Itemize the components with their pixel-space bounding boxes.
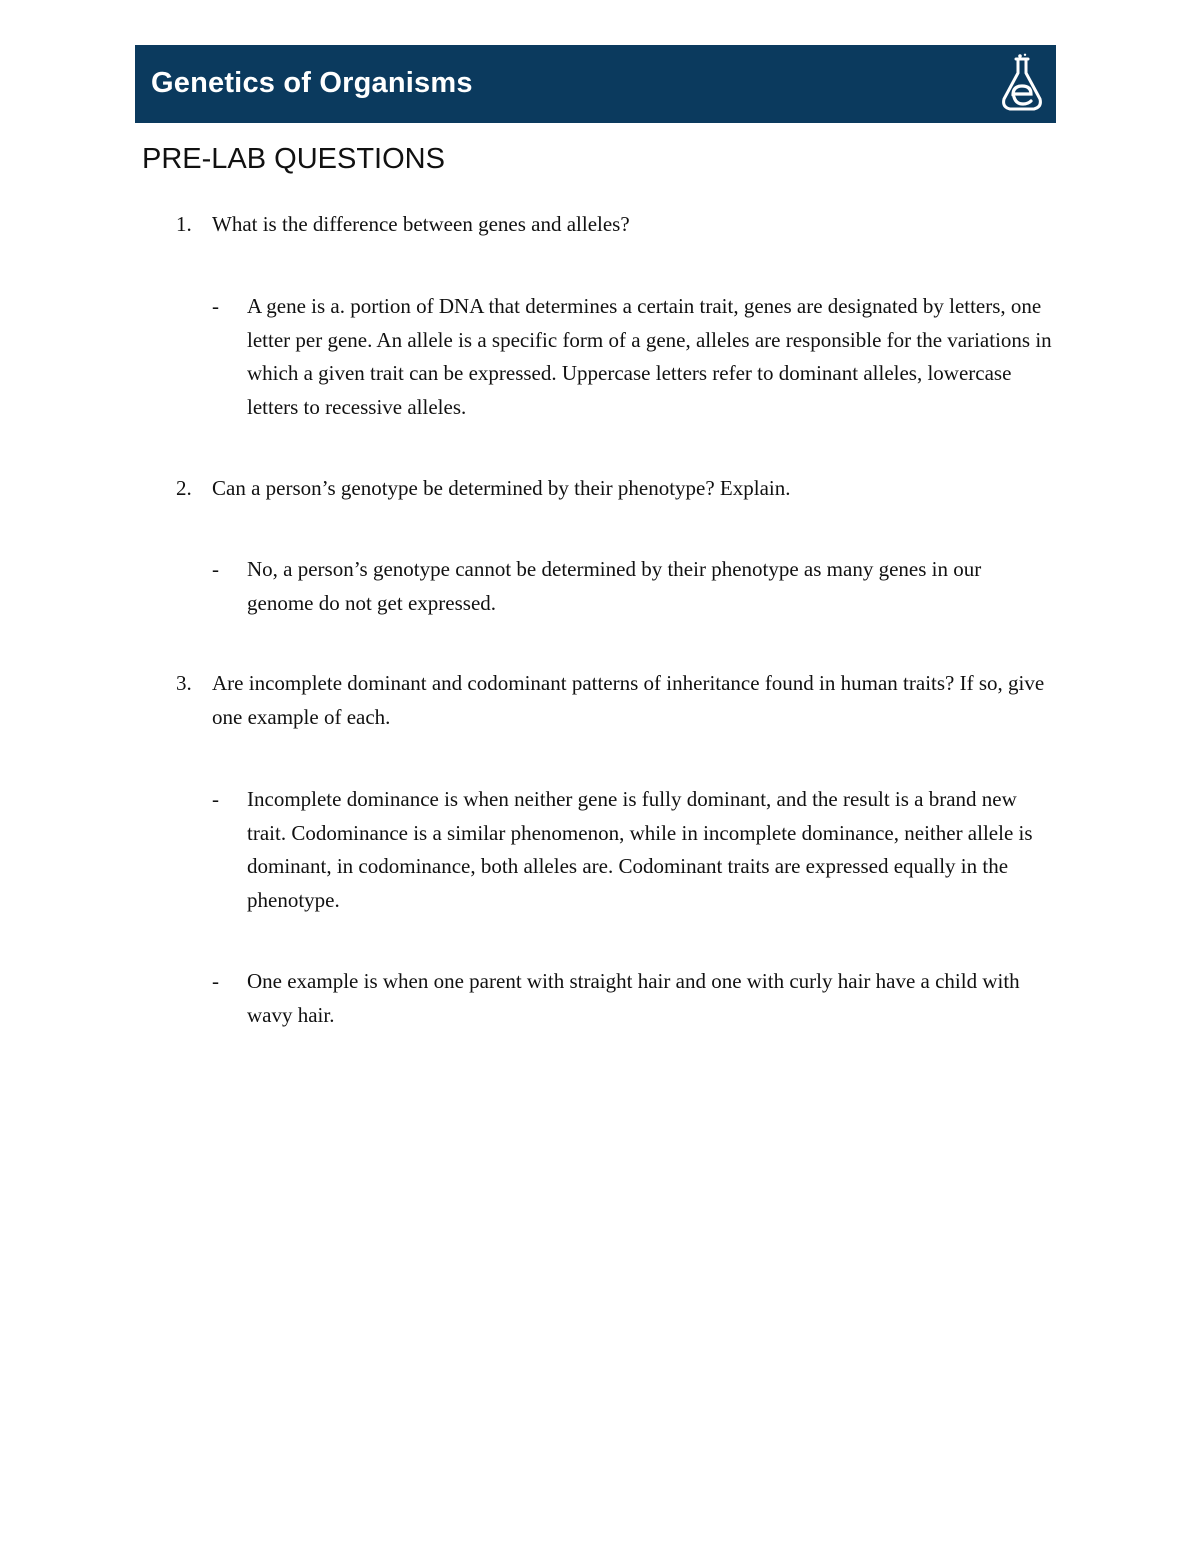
section-heading: PRE-LAB QUESTIONS: [142, 143, 445, 175]
question-number: 3.: [176, 671, 192, 695]
answer-bullet: -: [212, 557, 219, 581]
answer-text: A gene is a. portion of DNA that determines a certain trait, genes are designated by letters, one letter per gene. An allele is a specific form of a gene, alleles are responsible for the variations in which a given trait can be expressed. Uppercase letters refer to dominant alleles, lowercase letters to recessive alleles.: [247, 294, 1052, 419]
flask-logo-icon: [998, 53, 1046, 115]
answer-bullet: -: [212, 294, 219, 318]
question-text: Can a person’s genotype be determined by their phenotype? Explain.: [212, 476, 791, 500]
answer-bullet: -: [212, 969, 219, 993]
question-number: 2.: [176, 476, 192, 500]
page-title: Genetics of Organisms: [151, 67, 473, 99]
question-text: What is the difference between genes and alleles?: [212, 212, 630, 236]
answer-bullet: -: [212, 787, 219, 811]
question-text: Are incomplete dominant and codominant patterns of inheritance found in human traits? If so, give one example of each.: [212, 671, 1045, 729]
answer-text: Incomplete dominance is when neither gene is fully dominant, and the result is a brand new trait. Codominance is a similar phenomenon, while in incomplete dominance, neither allele is dominant, in codominance, both alleles are. Codominant traits are expressed equally in the phenotype.: [247, 787, 1033, 912]
header-bar: [135, 45, 1056, 123]
answer-text: One example is when one parent with straight hair and one with curly hair have a child with wavy hair.: [247, 969, 1020, 1027]
answer-text: No, a person’s genotype cannot be determined by their phenotype as many genes in our genome do not get expressed.: [247, 557, 982, 615]
question-number: 1.: [176, 212, 192, 236]
